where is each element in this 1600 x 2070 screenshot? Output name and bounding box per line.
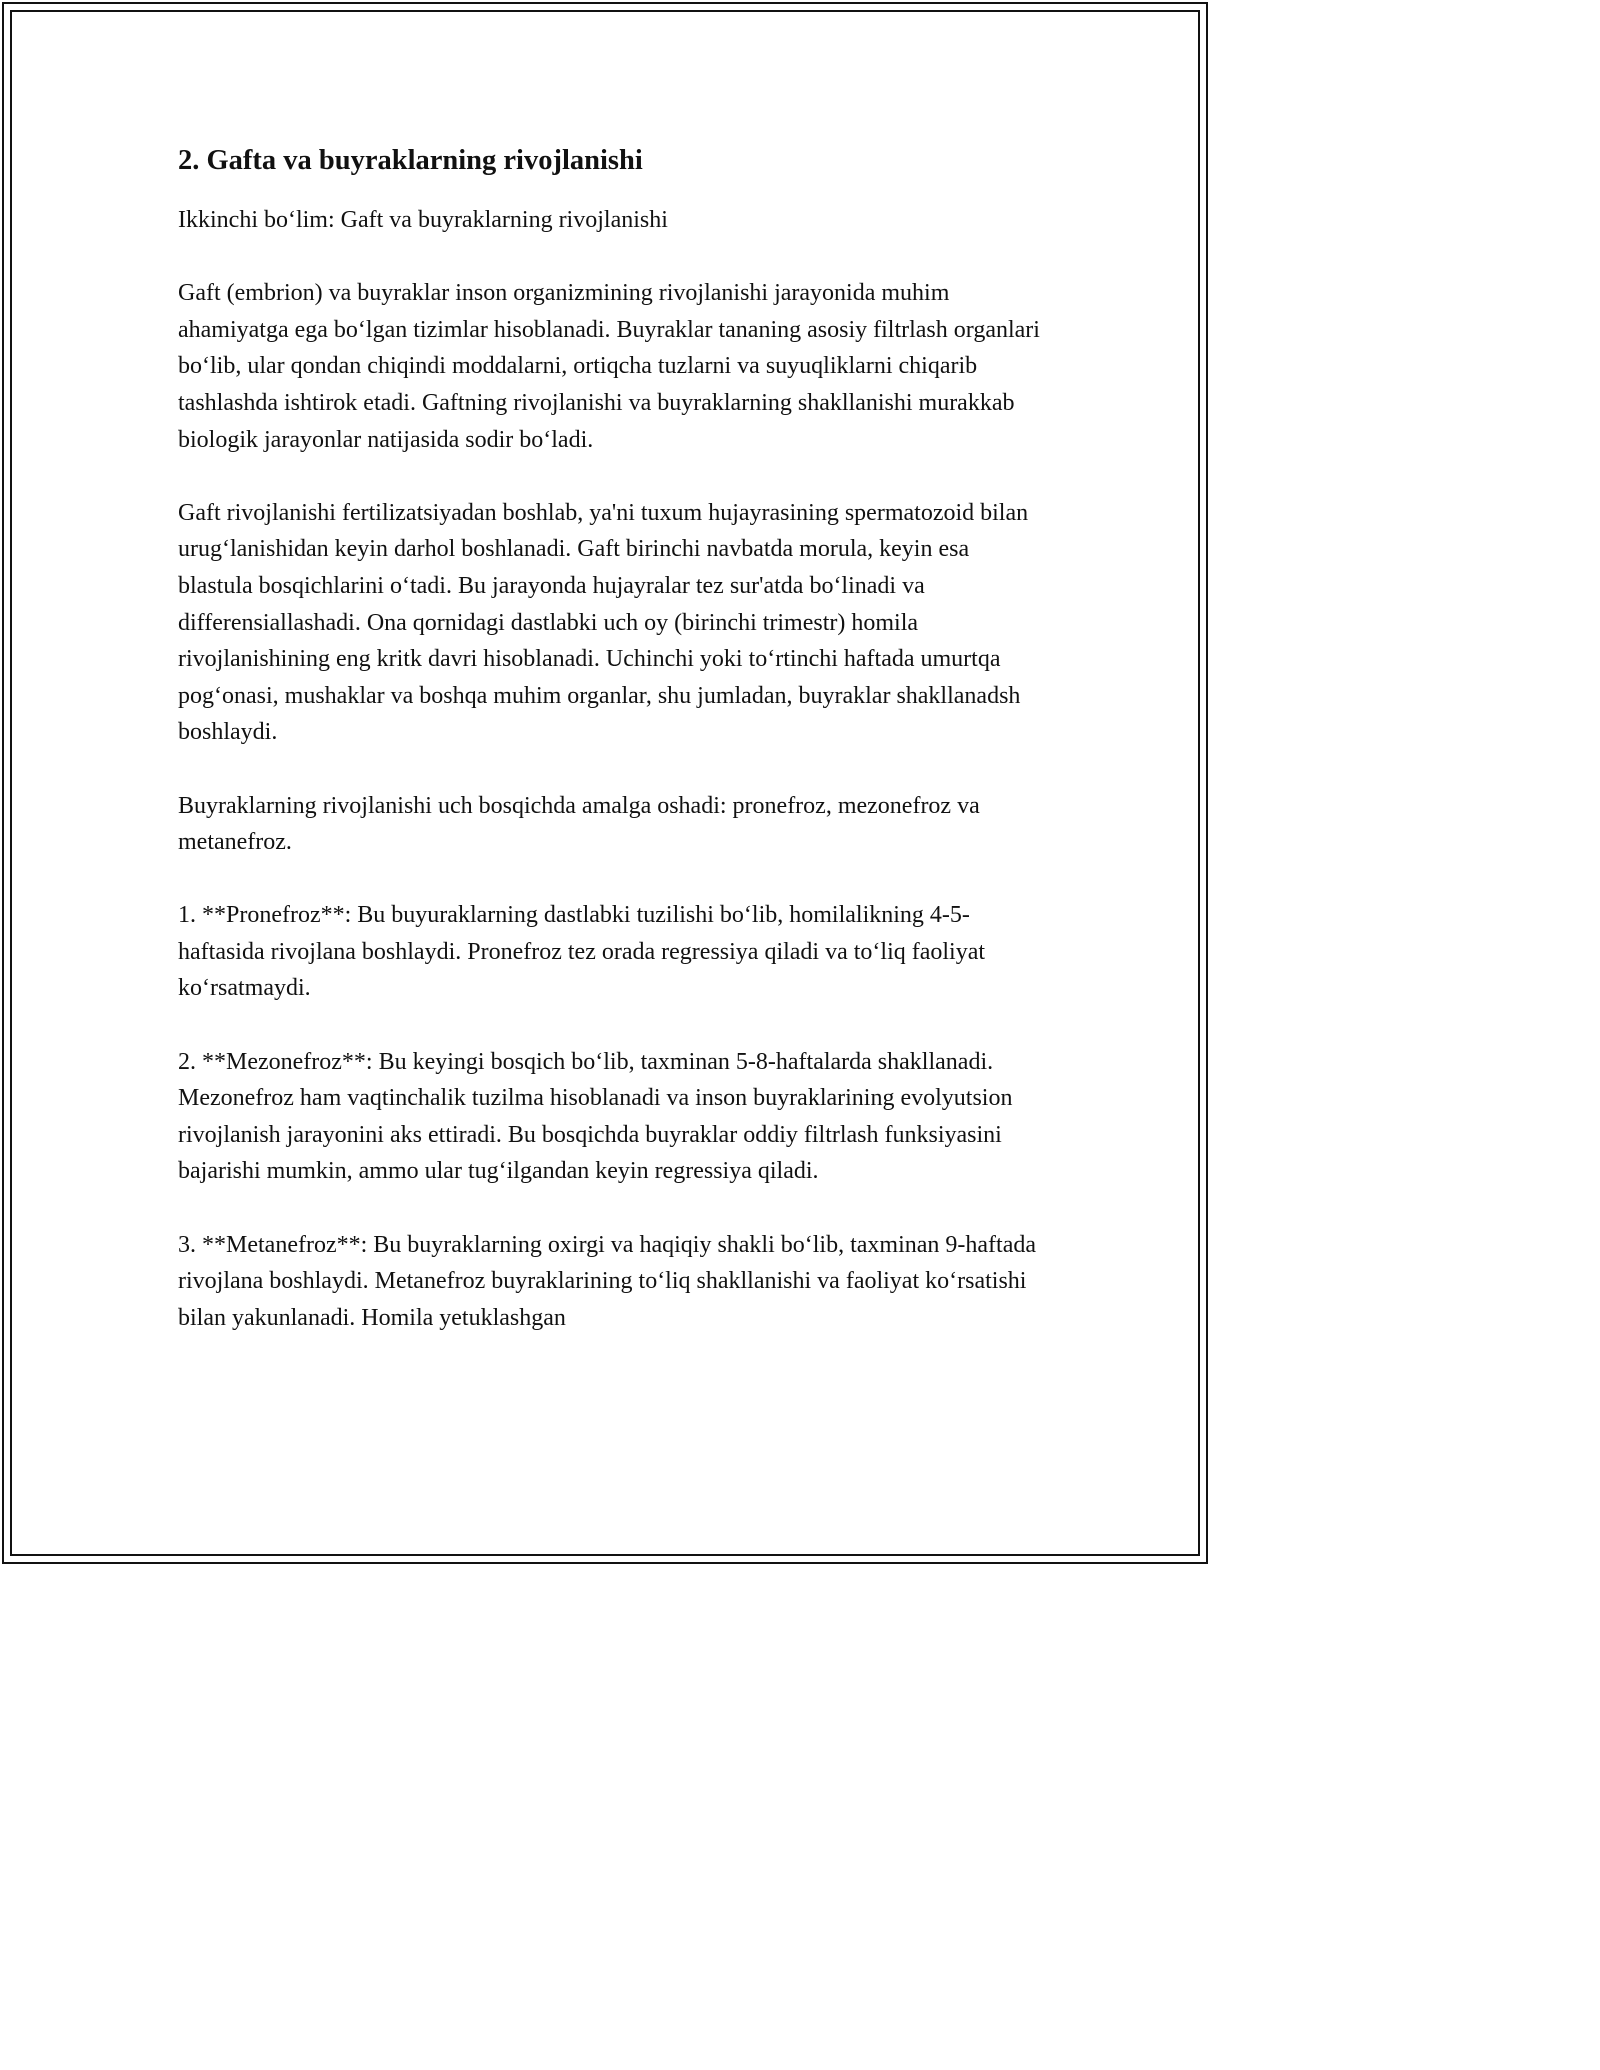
list-item-mezonefroz: 2. **Mezonefroz**: Bu keyingi bosqich bo‘lib, taxminan 5-8-haftalarda shakllanadi. Mezonefroz ham vaqtinchalik tuzilma hisoblanadi va inson buyraklarining evolyutsion rivojlanish jarayonini aks ettiradi. Bu bosqichda buyraklar oddiy filtrlash funksiyasini bajarishi mumkin, ammo ular tug‘ilgandan keyin regressiya qiladi. [178,1048,1013,1185]
paragraph-embryo-development: Gaft rivojlanishi fertilizatsiyadan boshlab, ya'ni tuxum hujayrasining spermatozoid bilan urug‘lanishidan keyin darhol boshlanadi. Gaft birinchi navbatda morula, keyin esa blastula bosqichlarini o‘tadi. Bu jarayonda hujayralar tez sur'atda bo‘linadi va differensiallashadi. Ona qornidagi dastlabki uch oy (birinchi trimestr) homila rivojlanishining eng kritk davri hisoblanadi. Uchinchi yoki to‘rtinchi haftada umurtqa pog‘onasi, mushaklar va boshqa muhim organlar, shu jumladan, buyraklar shakllanadsh boshlaydi. [178,499,1029,746]
section-title: 2. Gafta va buyraklarning rivojlanishi [178,145,643,176]
paragraph-intro: Gaft (embrion) va buyraklar inson organizmining rivojlanishi jarayonida muhim ahamiyatga ega bo‘lgan tizimlar hisoblanadi. Buyraklar tananing asosiy filtrlash organlari bo‘lib, ular qondan chiqindi moddalarni, ortiqcha tuzlarni va suyuqliklarni chiqarib tashlashda ishtirok etadi. Gaftning rivojlanishi va buyraklarning shakllanishi murakkab biologik jarayonlar natijasida sodir bo‘ladi. [178,280,1040,453]
list-item-pronefroz: 1. **Pronefroz**: Bu buyuraklarning dastlabki tuzilishi bo‘lib, homilalikning 4-5-haftasida rivojlana boshlaydi. Pronefroz tez orada regressiya qiladi va to‘liq faoliyat ko‘rsatmaydi. [178,902,986,1002]
paragraph-kidney-stages: Buyraklarning rivojlanishi uch bosqichda amalga oshadi: pronefroz, mezonefroz va metanefroz. [178,792,980,856]
section-subtitle: Ikkinchi bo‘lim: Gaft va buyraklarning rivojlanishi [178,207,668,233]
document-body [178,142,1048,1336]
list-item-metanefroz: 3. **Metanefroz**: Bu buyraklarning oxirgi va haqiqiy shakli bo‘lib, taxminan 9-haftada rivojlana boshlaydi. Metanefroz buyraklarining to‘liq shakllanishi va faoliyat ko‘rsatishi bilan yakunlanadi. Homila yetuklashgan [178,1231,1037,1331]
